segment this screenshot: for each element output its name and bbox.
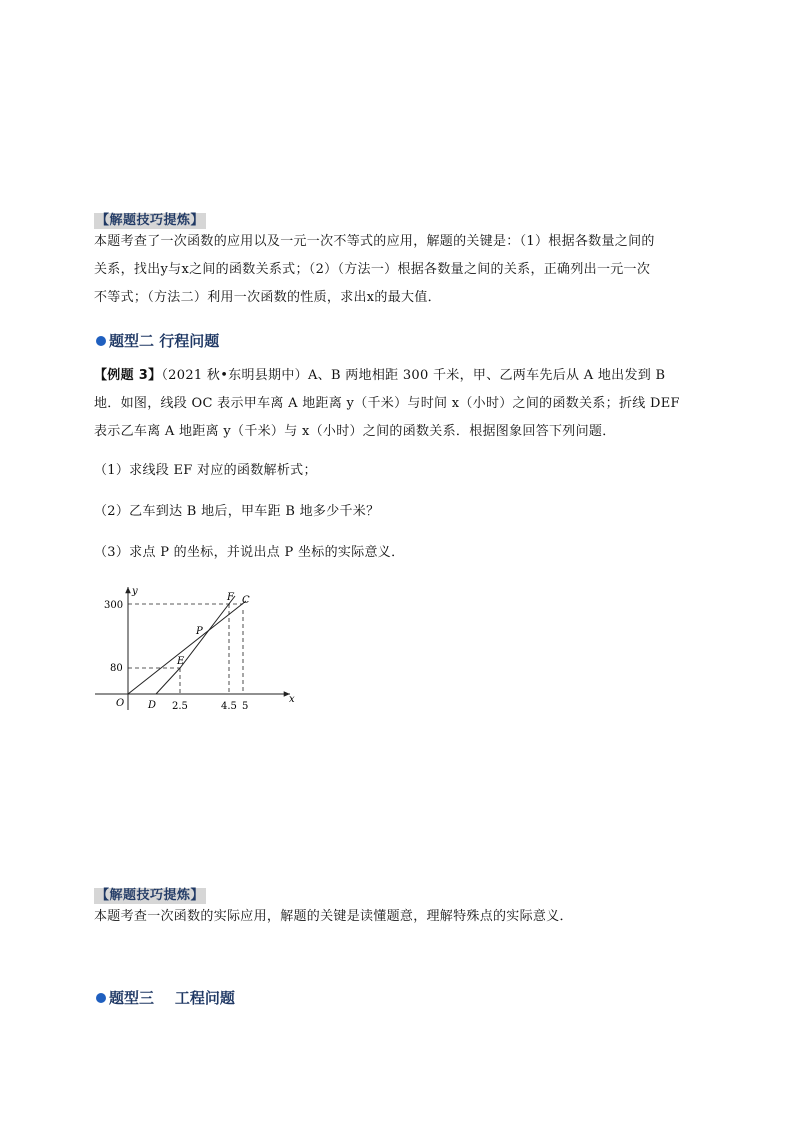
tip-line: 本题考查了一次函数的应用以及一元一次不等式的应用，解题的关键是：（1）根据各数量之间的: [94, 234, 655, 249]
tick-label: 2.5: [172, 701, 188, 712]
question-1: （1）求线段 EF 对应的函数解析式；: [94, 463, 317, 478]
tip-line: 关系，找出y与x之间的函数关系式；（2）（方法一）根据各数量之间的关系，正确列出一元一次: [94, 262, 651, 277]
axis-y-label: y: [132, 586, 138, 597]
point-label-c: C: [242, 595, 250, 606]
example-line: 地．如图，线段 OC 表示甲车离 A 地距离 y（千米）与时间 x（小时）之间的函数关系；折线 DEF: [94, 396, 680, 411]
bullet-dot-icon: [96, 993, 106, 1003]
tip-label: 【解题技巧提炼】: [96, 888, 205, 903]
point-label-p: P: [196, 626, 203, 637]
tip-line: 本题考查一次函数的实际应用，解题的关键是读懂题意，理解特殊点的实际意义．: [94, 909, 573, 924]
tip-paragraph: [94, 904, 702, 930]
function-graph: [90, 582, 305, 717]
example-line: 表示乙车离 A 地距离 y（千米）与 x（小时）之间的函数关系．根据图象回答下列问题．: [94, 424, 616, 439]
axis-x-label: x: [289, 694, 295, 705]
point-label-f: F: [227, 592, 234, 603]
section-heading: [96, 987, 235, 1008]
example-line: [94, 362, 702, 390]
tick-label: 4.5: [221, 701, 237, 712]
tip-paragraph: [94, 228, 702, 312]
tick-label: 300: [104, 600, 124, 611]
bullet-dot-icon: [96, 336, 106, 346]
question-2: （2）乙车到达 B 地后，甲车距 B 地多少千米？: [94, 504, 380, 519]
section-heading: [96, 330, 219, 351]
example-paragraph: [94, 362, 702, 446]
section-title: 题型三 工程问题: [109, 989, 235, 1007]
tip-label: 【解题技巧提炼】: [96, 213, 205, 228]
section-title: 题型二 行程问题: [109, 332, 220, 350]
tick-label: 5: [242, 701, 249, 712]
point-label-d: D: [148, 700, 157, 711]
example-text: （2021 秋•东明县期中）A、B 两地相距 300 千米，甲、乙两车先后从 A 地出发到 B: [161, 368, 666, 383]
point-label-e: E: [177, 656, 185, 667]
polyline-def: [156, 596, 235, 694]
question-3: （3）求点 P 的坐标，并说出点 P 坐标的实际意义．: [94, 545, 405, 560]
tick-label: 80: [110, 663, 123, 674]
example-tag: 【例题 3】: [94, 368, 162, 383]
segment-oc: [128, 601, 246, 694]
origin-label: O: [116, 698, 125, 709]
tip-line: 不等式；（方法二）利用一次函数的性质，求出x的最大值．: [94, 290, 441, 305]
